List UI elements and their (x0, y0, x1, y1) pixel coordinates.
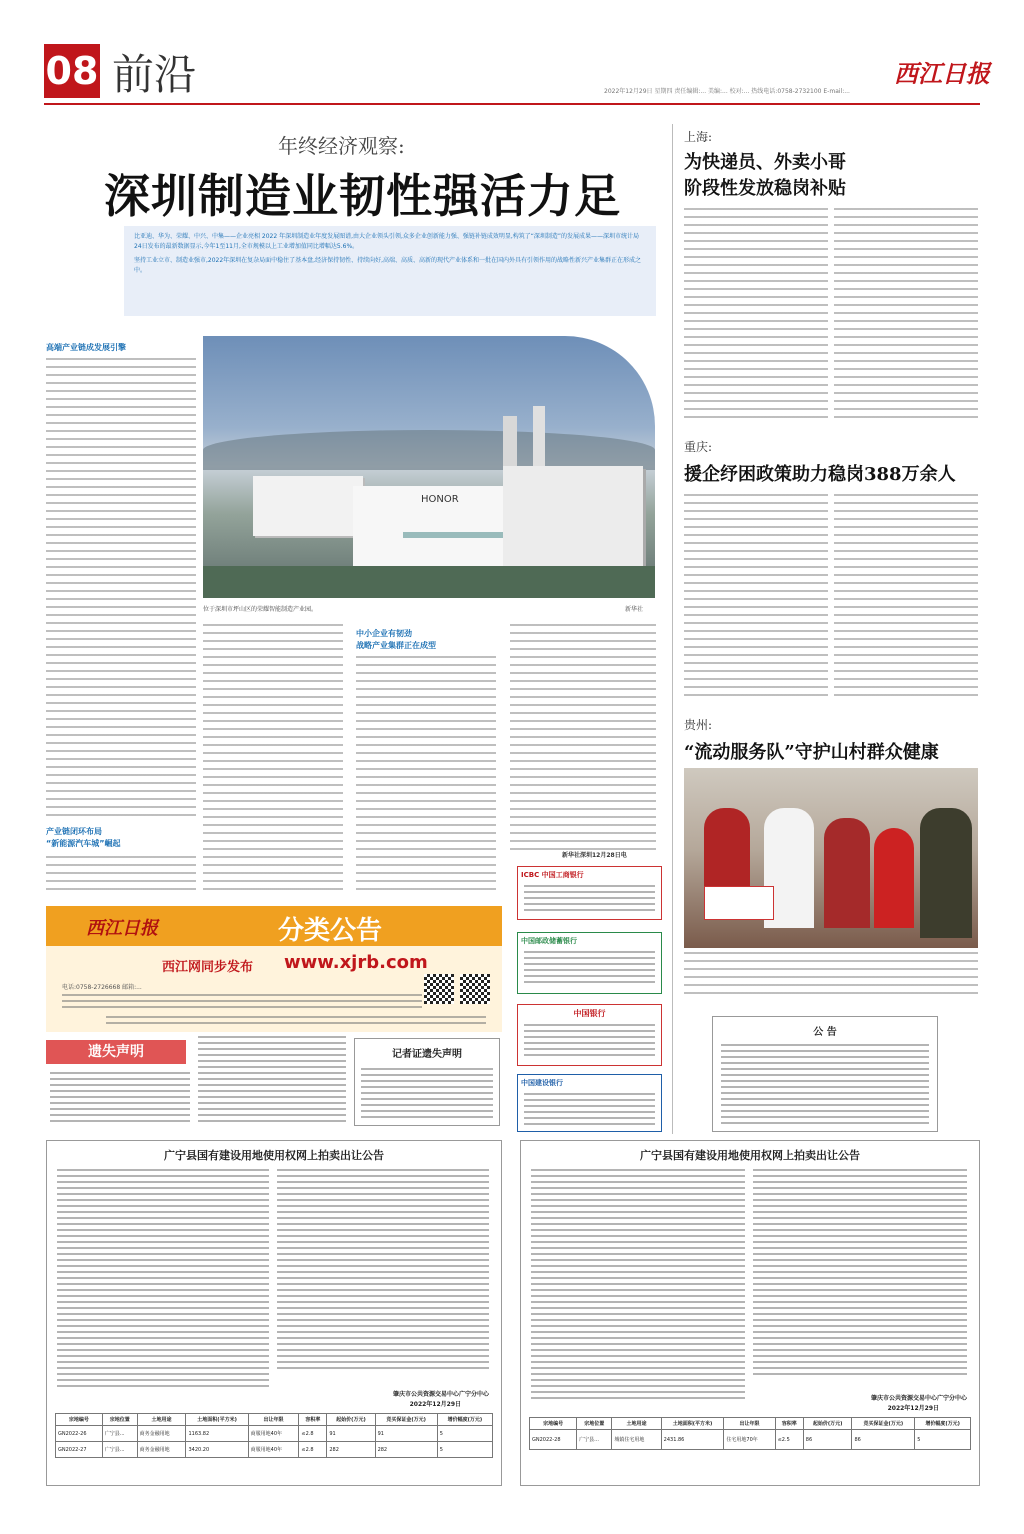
auction-table-header: 土地用途 (612, 1418, 661, 1430)
auction-table-header: 出让年限 (248, 1414, 299, 1426)
auction-notice-1 (46, 1140, 502, 1486)
lead-summary-p1: 比亚迪、华为、荣耀、中兴、中集——企业亮相 2022 年深圳制造业年度发展图谱,由大企业领头引领,众多企业创新能力强、强链补链成效明显,构筑了“深圳制造”的发展成果——深圳市统计局24日发布的最新数据显示,今年1至11月,全市规模以上工业增加值同比增幅达5.6%。 (134, 233, 640, 250)
lead-body-col4 (510, 624, 656, 850)
auction-title-1: 广宁县国有建设用地使用权网上拍卖出让公告 (164, 1149, 384, 1162)
auction-table-header: 容积率 (299, 1414, 327, 1426)
lead-subhead-2: 产业链闭环布局 “新能源汽车城”崛起 (46, 827, 121, 848)
shanghai-headline: 为快递员、外卖小哥 阶段性发放稳岗补贴 (684, 152, 846, 199)
ad-ccb-title: 中国建设银行 (521, 1079, 563, 1087)
auction-issuer-1: 肇庆市公共资源交易中心广宁分中心 (392, 1391, 489, 1398)
chongqing-place: 重庆: (684, 440, 713, 454)
shanghai-place: 上海: (684, 130, 713, 144)
ad-icbc-title: ICBC 中国工商银行 (521, 871, 584, 879)
guizhou-headline: “流动服务队”守护山村群众健康 (684, 742, 939, 763)
classified-info (46, 946, 502, 1032)
shanghai-body-2 (834, 208, 978, 420)
guizhou-photo (684, 768, 978, 948)
photo-credit: 新华社 (625, 606, 644, 613)
guizhou-place: 贵州: (684, 718, 713, 732)
auction-table-header: 起始价(万元) (327, 1414, 375, 1426)
ad-boc[interactable] (517, 1004, 662, 1066)
auction-date-2: 2022年12月29日 (887, 1405, 939, 1412)
auction-table-header: 宗地编号 (530, 1418, 577, 1430)
masthead-meta: 2022年12月29日 星期四 责任编辑:... 美编:... 校对:... 热线电话:0758-2732100 E-mail:... (604, 88, 850, 95)
guizhou-caption (684, 952, 978, 998)
lead-byline: 新华社深圳12月28日电 (562, 852, 627, 859)
ad-ccb[interactable] (517, 1074, 662, 1132)
auction-table-header: 竞买保证金(万元) (375, 1414, 437, 1426)
auction-table-header: 土地面积(平方米) (186, 1414, 248, 1426)
lead-photo (203, 336, 655, 598)
contact-line: 电话:0758-2726668 邮箱:... (62, 984, 142, 991)
chongqing-headline: 援企纾困政策助力稳岗388万余人 (684, 464, 956, 485)
auction-table-header: 土地面积(平方米) (661, 1418, 724, 1430)
lead-body-col1-end (46, 856, 196, 896)
table-row: GN2022-28 广宁县... 城镇住宅用地 2431.86 住宅用地70年 ≤2.5 86 86 5 (530, 1430, 971, 1450)
auction-table-1 (55, 1413, 493, 1458)
auction-issuer-2: 肇庆市公共资源交易中心广宁分中心 (870, 1395, 967, 1402)
auction-table-header: 竞买保证金(万元) (852, 1418, 915, 1430)
table-row: GN2022-26 广宁县... 商务金融用地 1163.82 商服用地40年 ≤2.8 91 91 5 (56, 1426, 493, 1442)
ad-postal[interactable] (517, 932, 662, 994)
auction-table-header: 容积率 (775, 1418, 803, 1430)
classified-footnote (106, 1016, 486, 1026)
auction-date-1: 2022年12月29日 (409, 1401, 461, 1408)
table-row: GN2022-27 广宁县... 商务金融用地 3420.20 商服用地40年 ≤2.8 282 282 5 (56, 1442, 493, 1458)
ad-postal-title: 中国邮政储蓄银行 (521, 937, 577, 945)
loss-notice-2 (198, 1036, 346, 1126)
auction-table-header: 增价幅度(万元) (437, 1414, 492, 1426)
photo-caption: 位于深圳市坪山区的荣耀智能制造产业园。 (203, 606, 318, 613)
lead-summary-box (124, 226, 656, 316)
site-url[interactable]: www.xjrb.com (284, 952, 428, 973)
public-notice-title: 公 告 (813, 1027, 837, 1038)
lead-body-col3 (356, 656, 496, 894)
auction-table-header: 土地用途 (137, 1414, 186, 1426)
ad-icbc[interactable] (517, 866, 662, 920)
chongqing-body-2 (834, 494, 978, 700)
lead-body-col1-top (46, 358, 196, 602)
chongqing-body-1 (684, 494, 828, 700)
loss-notice-1 (50, 1072, 190, 1126)
lead-kicker: 年终经济观察: (278, 134, 405, 158)
loss-section-header: 遗失声明 (46, 1040, 186, 1064)
paper-logo: 西江日报 (894, 59, 990, 88)
contact-lines (62, 994, 422, 1008)
auction-table-header: 起始价(万元) (803, 1418, 852, 1430)
lead-summary-p2: 坚持工业立市、制造业强市,2022年深圳在复杂局面中稳住了基本盘,经济保持韧性、持续向好,高端、高质、高新的现代产业体系和一批在国内外具有引领作用的战略性新兴产业集群正在形成之中。 (134, 257, 641, 274)
public-notice (712, 1016, 938, 1132)
auction-table-2 (529, 1417, 971, 1450)
auction-table-header: 宗地编号 (56, 1414, 103, 1426)
masthead-rule (44, 103, 980, 105)
right-column-rule (672, 124, 673, 1134)
classified-logo: 西江日报 (86, 918, 158, 939)
lead-subhead-1: 高端产业链成发展引擎 (46, 343, 126, 352)
classified-banner (46, 906, 502, 946)
ad-boc-title: 中国银行 (573, 1008, 606, 1018)
auction-table-header: 出让年限 (724, 1418, 775, 1430)
lead-body-col2 (203, 624, 343, 894)
qr-code-1 (424, 974, 454, 1004)
qr-code-2 (460, 974, 490, 1004)
shanghai-body-1 (684, 208, 828, 420)
section-title: 前沿 (112, 50, 197, 99)
lead-subhead-3: 中小企业有韧劲 战略产业集群正在成型 (356, 629, 436, 650)
press-card-notice (354, 1038, 500, 1126)
lead-headline: 深圳制造业韧性强活力足 (104, 169, 621, 223)
sync-label: 西江网同步发布 (162, 960, 254, 975)
auction-notice-2 (520, 1140, 980, 1486)
auction-table-header: 增价幅度(万元) (915, 1418, 971, 1430)
page-number-badge: 08 (44, 44, 100, 98)
press-card-title: 记者证遗失声明 (392, 1049, 462, 1060)
honor-sign: HONOR (421, 494, 459, 505)
classified-title: 分类公告 (278, 916, 383, 946)
lead-body-col1-bottom (46, 606, 196, 816)
auction-table-header: 宗地位置 (102, 1414, 137, 1426)
auction-title-2: 广宁县国有建设用地使用权网上拍卖出让公告 (640, 1149, 860, 1162)
auction-table-header: 宗地位置 (577, 1418, 612, 1430)
